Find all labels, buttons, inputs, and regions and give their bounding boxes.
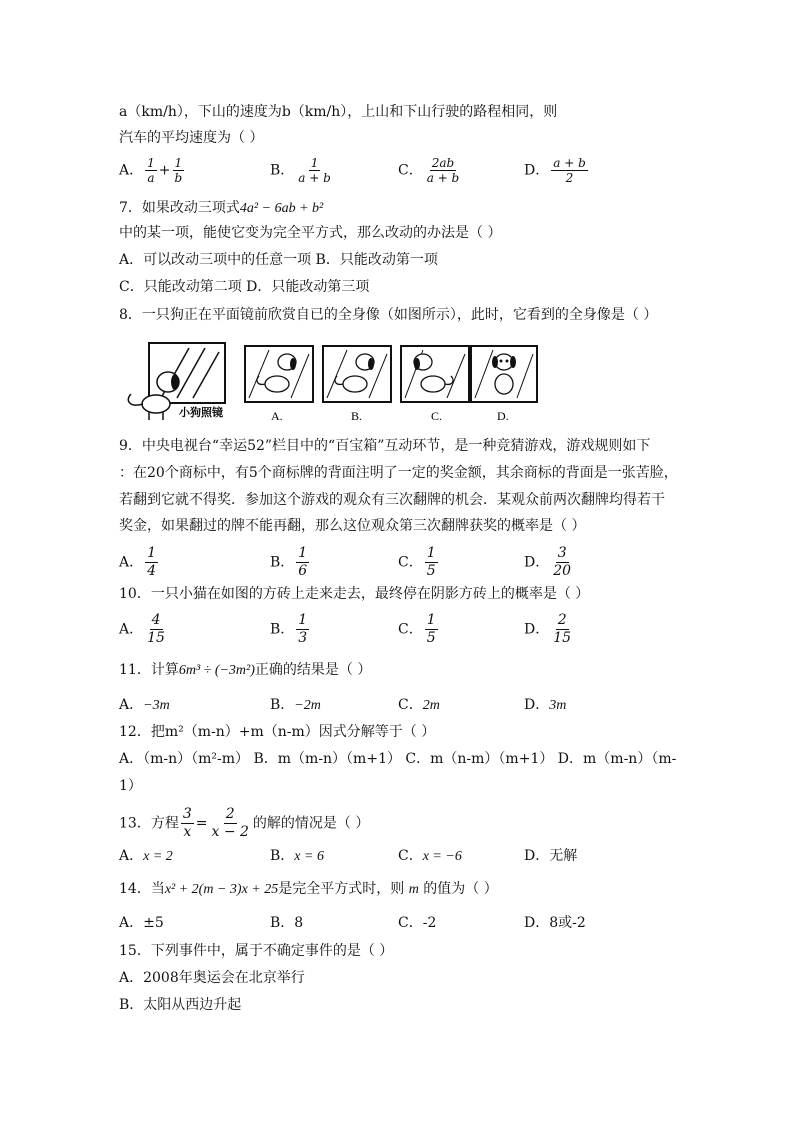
q11-option-d: D．3m bbox=[524, 697, 567, 713]
mirror-caption: 小狗照镜 bbox=[179, 406, 223, 419]
q14-option-b: B．8 bbox=[270, 915, 304, 931]
q9-option-b: B． $\frac{1}{6}$ bbox=[270, 545, 308, 579]
svg-text:C.: C. bbox=[431, 409, 443, 423]
q7-stem-2: 中的某一项，能使它变为完全平方式，那么改动的办法是（ ） bbox=[119, 225, 502, 241]
q13-option-c: C．x = −6 bbox=[398, 848, 462, 864]
q6-option-b: B． $\frac{1}{a + b}$ bbox=[270, 156, 331, 185]
q12-options-wrap: 1） bbox=[119, 778, 142, 794]
q9-stem-1: 9．中央电视台“幸运52”栏目中的“百宝箱”互动环节，是一种竞猜游戏，游戏规则如下 bbox=[119, 438, 651, 454]
q8-figure bbox=[119, 342, 539, 424]
q11-stem: 11．计算6m³ ÷ (−3m²)正确的结果是（ ） bbox=[119, 662, 372, 678]
q11-option-b: B．−2m bbox=[270, 697, 321, 713]
q7-options-cd: C．只能改动第二项 D．只能改动第三项 bbox=[119, 279, 370, 295]
dog-option-d bbox=[471, 346, 537, 423]
q10-option-c: C． $\frac{1}{5}$ bbox=[398, 612, 436, 646]
q6-option-d: D． $\frac{a + b}{2}$ bbox=[524, 156, 586, 185]
q14-option-c: C．-2 bbox=[398, 915, 437, 931]
q6-text-line1: a（km/h），下山的速度为b（km/h），上山和下山行驶的路程相同，则 bbox=[119, 104, 558, 120]
q10-option-d: D． $\frac{2}{15}$ bbox=[524, 612, 572, 646]
q15-stem: 15．下列事件中，属于不确定事件的是（ ） bbox=[119, 943, 394, 959]
q6-option-a: A． $\frac{1}{a}$ + $\frac{1}{b}$ bbox=[119, 156, 183, 185]
q15-option-b: B．太阳从西边升起 bbox=[119, 997, 242, 1013]
q14-option-a: A．±5 bbox=[119, 915, 164, 931]
dog-option-a bbox=[245, 346, 313, 423]
svg-text:A.: A. bbox=[271, 409, 283, 423]
q6-option-c: C． $\frac{2ab}{a + b}$ bbox=[398, 156, 460, 185]
q10-option-b: B． $\frac{1}{3}$ bbox=[270, 612, 308, 646]
q9-stem-4: 奖金，如果翻过的牌不能再翻，那么这位观众第三次翻牌获奖的概率是（ ） bbox=[119, 518, 586, 534]
svg-text:D.: D. bbox=[497, 409, 509, 423]
q15-option-a: A．2008年奥运会在北京举行 bbox=[119, 970, 305, 986]
q9-stem-3: 若翻到它就不得奖．参加这个游戏的观众有三次翻牌的机会．某观众前两次翻牌均得若干 bbox=[119, 492, 665, 508]
q9-stem-2: ：在20个商标中，有5个商标牌的背面注明了一定的奖金额，其余商标的背面是一张苦脸， bbox=[119, 465, 678, 481]
q6-text-line2: 汽车的平均速度为（ ） bbox=[119, 130, 264, 146]
q10-stem: 10．一只小猫在如图的方砖上走来走去，最终停在阴影方砖上的概率是（ ） bbox=[119, 586, 590, 602]
svg-text:B.: B. bbox=[351, 409, 363, 423]
dog-option-c bbox=[401, 346, 469, 423]
q14-stem: 14．当x² + 2(m − 3)x + 25是完全平方式时，则 m 的值为（ ） bbox=[119, 881, 498, 897]
q10-option-a: A． $\frac{4}{15}$ bbox=[119, 612, 165, 646]
q9-option-a: A． $\frac{1}{4}$ bbox=[119, 545, 157, 579]
q9-option-c: C． $\frac{1}{5}$ bbox=[398, 545, 436, 579]
q12-stem: 12．把m²（m-n）+m（n-m）因式分解等于（ ） bbox=[119, 724, 436, 740]
q11-option-a: A．−3m bbox=[119, 697, 170, 713]
q13-stem: 13．方程 $\frac{3}{x}$ = $\frac{2}{x - 2}$ 的解的情况是（ ） bbox=[119, 806, 370, 840]
q13-option-a: A．x = 2 bbox=[119, 848, 173, 864]
q14-option-d: D．8或-2 bbox=[524, 915, 586, 931]
q11-option-c: C．2m bbox=[398, 697, 440, 713]
q13-option-d: D．无解 bbox=[524, 848, 578, 864]
mirror-scene bbox=[128, 343, 227, 420]
q7-options-ab: A．可以改动三项中的任意一项 B．只能改动第一项 bbox=[119, 252, 438, 268]
q12-options: A．（m-n）（m²-m） B．m（m-n）（m+1） C．m（n-m）（m+1） D．m（m-n）（m- bbox=[119, 751, 677, 767]
q9-option-d: D． $\frac{3}{20}$ bbox=[524, 545, 572, 579]
q7-stem: 7．如果改动三项式4a² − 6ab + b² bbox=[119, 200, 324, 216]
q13-option-b: B．x = 6 bbox=[270, 848, 324, 864]
q8-stem: 8．一只狗正在平面镜前欣赏自已的全身像（如图所示），此时，它看到的全身像是（ ） bbox=[119, 307, 658, 323]
dog-option-b bbox=[323, 346, 391, 423]
